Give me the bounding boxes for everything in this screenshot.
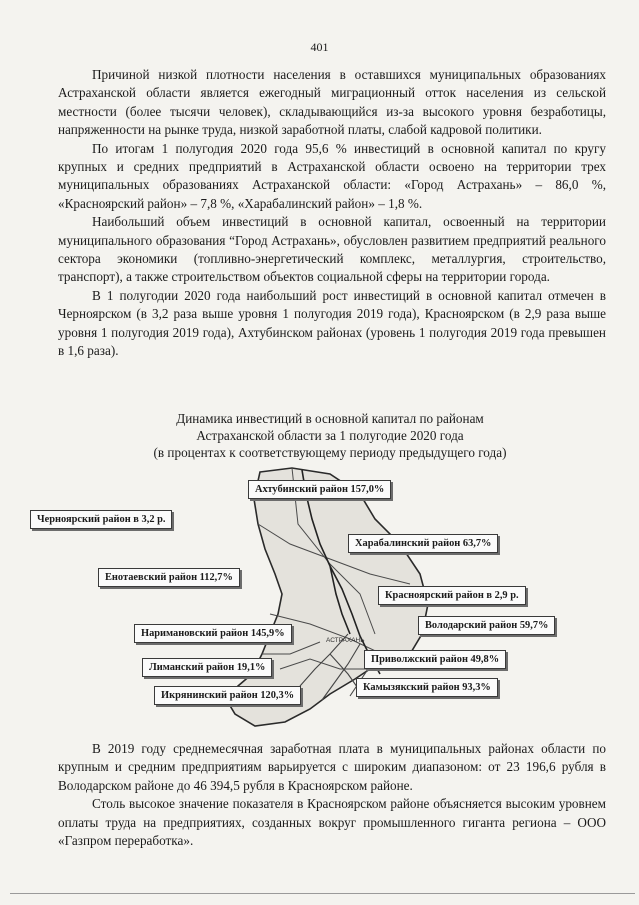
label-enotaevsky: Енотаевский район 112,7% bbox=[98, 568, 240, 587]
svg-text:АСТРАХАНЬ: АСТРАХАНЬ bbox=[326, 637, 365, 644]
paragraph-wages-range: В 2019 году среднемесячная заработная плата в муниципальных районах области по крупным и средним предприятиям варьируется с широким диапазоном: от 23 196,6 рубля в Володарском районе до 46 394,5 рубля в Красноярском районе. bbox=[58, 741, 606, 793]
figure-title-line: Астраханской области за 1 полугодие 2020 года bbox=[196, 428, 464, 443]
label-kharabalinsky: Харабалинский район 63,7% bbox=[348, 534, 498, 553]
label-akhtubinsky: Ахтубинский район 157,0% bbox=[248, 480, 391, 499]
paragraph-migration: Причиной низкой плотности населения в оставшихся муниципальных образованиях Астраханской области является ежегодный миграционный отток населения из сельской местности (более тысячи человек), складывающийся из-за высокого уровня безработицы, напряженности на рынке труда, низкой заработной платы, слабой кадровой политики. bbox=[58, 67, 606, 138]
label-narimanovsky: Наримановский район 145,9% bbox=[134, 624, 292, 643]
page-number: 401 bbox=[310, 40, 329, 54]
paragraph-wages-explanation: Столь высокое значение показателя в Красноярском районе объясняется высоким уровнем оплаты труда на предприятиях, созданных вокруг промышленного гиганта региона – ООО «Газпром переработка». bbox=[58, 796, 606, 849]
region-map-figure bbox=[30, 464, 620, 734]
label-volodarsky: Володарский район 59,7% bbox=[418, 616, 555, 635]
label-krasnoyarsky: Красноярский район в 2,9 р. bbox=[378, 586, 526, 605]
figure-title-line: (в процентах к соответствующему периоду предыдущего года) bbox=[153, 445, 507, 460]
label-privolzhsky: Приволжский район 49,8% bbox=[364, 650, 506, 669]
label-kamyzyaksky: Камызякский район 93,3% bbox=[356, 678, 498, 697]
figure-title bbox=[60, 410, 600, 461]
figure-title-line: Динамика инвестиций в основной капитал по районам bbox=[176, 411, 484, 426]
body-text-top bbox=[58, 66, 606, 361]
region-map-image bbox=[30, 464, 620, 734]
label-chernoyarsky: Черноярский район в 3,2 р. bbox=[30, 510, 172, 529]
label-limansky: Лиманский район 19,1% bbox=[142, 658, 272, 677]
page-bottom-rule bbox=[10, 893, 635, 894]
paragraph-investment-growth: В 1 полугодии 2020 года наибольший рост инвестиций в основной капитал отмечен в Черноярском (в 3,2 раза выше уровня 1 полугодия 2019 года), Красноярском (в 2,9 раза выше уровня 1 полугодия 2019 года), Ахтубинском районах (уровень 1 полугодия 2019 года превышен в 1,6 раза). bbox=[58, 287, 606, 359]
label-ikryaninsky: Икрянинский район 120,3% bbox=[154, 686, 301, 705]
paragraph-astrakhan-investment: Наибольший объем инвестиций в основной капитал, освоенный на территории муниципального образования “Город Астрахань», обусловлен развитием предприятий реального сектора экономики (топливно-энергетический комплекс, металлургия, строительство, транспорт), а также строительством объектов социальной сферы на территории города. bbox=[58, 214, 606, 285]
paragraph-investment-share: По итогам 1 полугодия 2020 года 95,6 % инвестиций в основной капитал по кругу крупных и средних предприятий в Астраханской области освоено на территории трех муниципальных образованиях Астраханской области: «Город Астрахань» – 86,0 %, «Красноярский район» – 7,8 %, «Харабалинский район» – 1,8 %. bbox=[58, 140, 606, 211]
body-text-bottom bbox=[58, 740, 606, 850]
